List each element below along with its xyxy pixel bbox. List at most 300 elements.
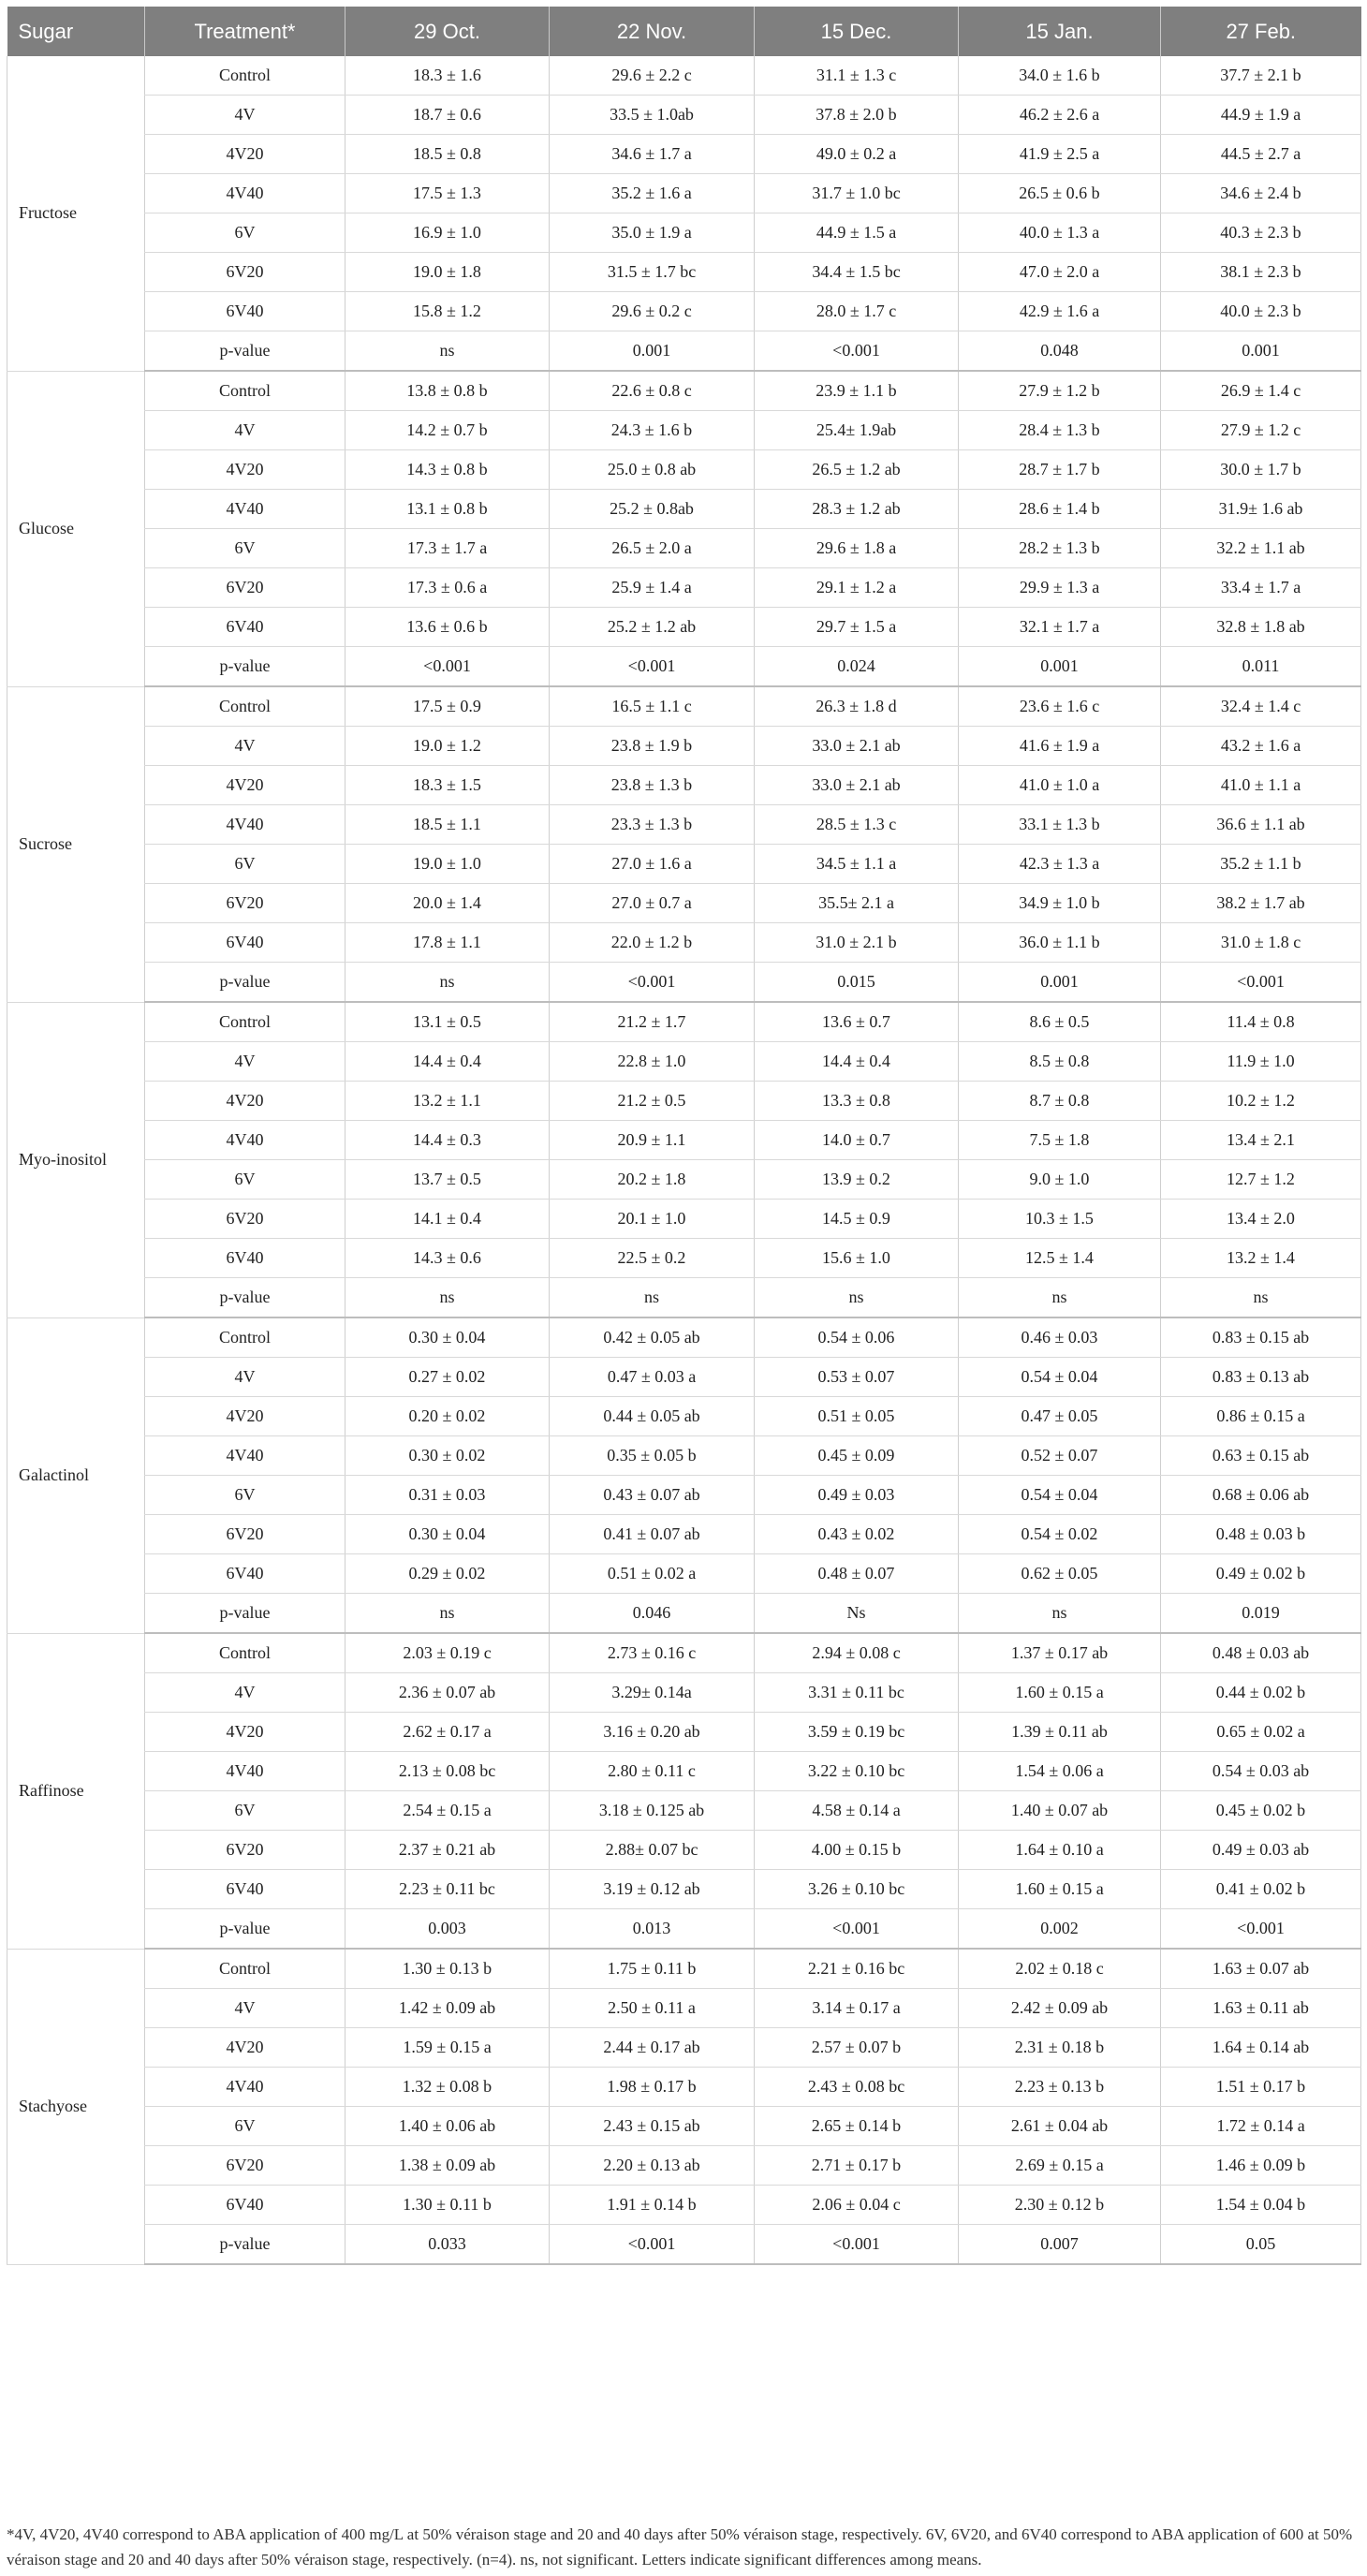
- value-cell: 18.3 ± 1.5: [345, 766, 550, 805]
- value-cell: 43.2 ± 1.6 a: [1161, 727, 1361, 766]
- value-cell: 18.7 ± 0.6: [345, 96, 550, 135]
- value-cell: 0.05: [1161, 2225, 1361, 2265]
- value-cell: 28.2 ± 1.3 b: [959, 529, 1161, 568]
- value-cell: 1.64 ± 0.10 a: [959, 1831, 1161, 1870]
- value-cell: 25.2 ± 0.8ab: [550, 490, 755, 529]
- treatment-cell: 4V20: [145, 2028, 345, 2068]
- value-cell: 28.7 ± 1.7 b: [959, 450, 1161, 490]
- value-cell: 0.54 ± 0.02: [959, 1515, 1161, 1554]
- value-cell: 36.0 ± 1.1 b: [959, 923, 1161, 963]
- value-cell: 0.001: [959, 963, 1161, 1003]
- value-cell: 2.37 ± 0.21 ab: [345, 1831, 550, 1870]
- p-value-row: [7, 1278, 1361, 1318]
- value-cell: 21.2 ± 1.7: [550, 1002, 755, 1042]
- value-cell: 2.88± 0.07 bc: [550, 1831, 755, 1870]
- value-cell: 30.0 ± 1.7 b: [1161, 450, 1361, 490]
- value-cell: 0.47 ± 0.03 a: [550, 1358, 755, 1397]
- sugar-name-cell: Fructose: [7, 56, 145, 371]
- table-row: [7, 2186, 1361, 2225]
- value-cell: 41.0 ± 1.1 a: [1161, 766, 1361, 805]
- header-sugar: Sugar: [7, 7, 145, 56]
- value-cell: 44.9 ± 1.5 a: [755, 213, 959, 253]
- value-cell: 2.57 ± 0.07 b: [755, 2028, 959, 2068]
- value-cell: 17.8 ± 1.1: [345, 923, 550, 963]
- value-cell: 22.8 ± 1.0: [550, 1042, 755, 1082]
- value-cell: <0.001: [1161, 1909, 1361, 1950]
- table-row: [7, 1082, 1361, 1121]
- value-cell: 27.9 ± 1.2 c: [1161, 411, 1361, 450]
- treatment-cell: 6V40: [145, 292, 345, 331]
- value-cell: 2.43 ± 0.08 bc: [755, 2068, 959, 2107]
- value-cell: 41.0 ± 1.0 a: [959, 766, 1161, 805]
- value-cell: 2.94 ± 0.08 c: [755, 1633, 959, 1673]
- value-cell: 0.45 ± 0.02 b: [1161, 1791, 1361, 1831]
- sugar-name-cell: Raffinose: [7, 1633, 145, 1949]
- table-row: [7, 1752, 1361, 1791]
- value-cell: 3.14 ± 0.17 a: [755, 1989, 959, 2028]
- value-cell: 0.54 ± 0.04: [959, 1358, 1161, 1397]
- value-cell: 35.2 ± 1.1 b: [1161, 845, 1361, 884]
- value-cell: ns: [550, 1278, 755, 1318]
- treatment-cell: 4V20: [145, 450, 345, 490]
- table-row: [7, 2068, 1361, 2107]
- table-row: [7, 568, 1361, 608]
- value-cell: 31.0 ± 1.8 c: [1161, 923, 1361, 963]
- treatment-cell: 6V: [145, 1476, 345, 1515]
- treatment-cell: 6V20: [145, 2146, 345, 2186]
- value-cell: 2.03 ± 0.19 c: [345, 1633, 550, 1673]
- value-cell: 0.001: [550, 331, 755, 372]
- value-cell: 47.0 ± 2.0 a: [959, 253, 1161, 292]
- table-row: [7, 727, 1361, 766]
- value-cell: 9.0 ± 1.0: [959, 1160, 1161, 1200]
- value-cell: 2.65 ± 0.14 b: [755, 2107, 959, 2146]
- value-cell: 34.9 ± 1.0 b: [959, 884, 1161, 923]
- value-cell: ns: [755, 1278, 959, 1318]
- value-cell: 8.5 ± 0.8: [959, 1042, 1161, 1082]
- table-row: [7, 1160, 1361, 1200]
- treatment-cell: p-value: [145, 331, 345, 372]
- treatment-cell: 4V40: [145, 1436, 345, 1476]
- value-cell: 29.6 ± 0.2 c: [550, 292, 755, 331]
- table-row: [7, 1239, 1361, 1278]
- value-cell: 13.4 ± 2.1: [1161, 1121, 1361, 1160]
- treatment-cell: 4V40: [145, 1752, 345, 1791]
- value-cell: 14.1 ± 0.4: [345, 1200, 550, 1239]
- table-body: [7, 56, 1361, 2264]
- value-cell: 34.4 ± 1.5 bc: [755, 253, 959, 292]
- treatment-cell: 6V: [145, 845, 345, 884]
- value-cell: 0.29 ± 0.02: [345, 1554, 550, 1594]
- value-cell: 42.3 ± 1.3 a: [959, 845, 1161, 884]
- treatment-cell: 6V: [145, 213, 345, 253]
- value-cell: 34.6 ± 1.7 a: [550, 135, 755, 174]
- value-cell: 23.8 ± 1.3 b: [550, 766, 755, 805]
- table-row: [7, 1515, 1361, 1554]
- value-cell: 23.9 ± 1.1 b: [755, 371, 959, 411]
- value-cell: 0.54 ± 0.03 ab: [1161, 1752, 1361, 1791]
- value-cell: 26.3 ± 1.8 d: [755, 686, 959, 727]
- value-cell: 2.73 ± 0.16 c: [550, 1633, 755, 1673]
- value-cell: 0.62 ± 0.05: [959, 1554, 1161, 1594]
- value-cell: 32.1 ± 1.7 a: [959, 608, 1161, 647]
- value-cell: ns: [1161, 1278, 1361, 1318]
- value-cell: 26.5 ± 1.2 ab: [755, 450, 959, 490]
- treatment-cell: 6V40: [145, 608, 345, 647]
- value-cell: 33.4 ± 1.7 a: [1161, 568, 1361, 608]
- value-cell: 1.32 ± 0.08 b: [345, 2068, 550, 2107]
- treatment-cell: Control: [145, 1002, 345, 1042]
- table-row: [7, 1791, 1361, 1831]
- value-cell: 38.1 ± 2.3 b: [1161, 253, 1361, 292]
- value-cell: 0.013: [550, 1909, 755, 1950]
- value-cell: 1.60 ± 0.15 a: [959, 1870, 1161, 1909]
- value-cell: 0.53 ± 0.07: [755, 1358, 959, 1397]
- value-cell: 26.9 ± 1.4 c: [1161, 371, 1361, 411]
- treatment-cell: 6V: [145, 2107, 345, 2146]
- value-cell: 0.63 ± 0.15 ab: [1161, 1436, 1361, 1476]
- value-cell: 1.63 ± 0.11 ab: [1161, 1989, 1361, 2028]
- value-cell: 24.3 ± 1.6 b: [550, 411, 755, 450]
- treatment-cell: 6V40: [145, 1239, 345, 1278]
- value-cell: 1.38 ± 0.09 ab: [345, 2146, 550, 2186]
- value-cell: 0.30 ± 0.02: [345, 1436, 550, 1476]
- value-cell: 0.003: [345, 1909, 550, 1950]
- value-cell: 2.36 ± 0.07 ab: [345, 1673, 550, 1713]
- table-row: [7, 1713, 1361, 1752]
- header-date-2: 22 Nov.: [550, 7, 755, 56]
- p-value-row: [7, 963, 1361, 1003]
- treatment-cell: 4V40: [145, 1121, 345, 1160]
- value-cell: 0.51 ± 0.02 a: [550, 1554, 755, 1594]
- treatment-cell: 6V20: [145, 1831, 345, 1870]
- value-cell: 33.5 ± 1.0ab: [550, 96, 755, 135]
- value-cell: 0.024: [755, 647, 959, 687]
- value-cell: 41.6 ± 1.9 a: [959, 727, 1161, 766]
- value-cell: 4.00 ± 0.15 b: [755, 1831, 959, 1870]
- value-cell: 11.4 ± 0.8: [1161, 1002, 1361, 1042]
- value-cell: 2.50 ± 0.11 a: [550, 1989, 755, 2028]
- value-cell: 0.015: [755, 963, 959, 1003]
- value-cell: 19.0 ± 1.0: [345, 845, 550, 884]
- value-cell: <0.001: [550, 963, 755, 1003]
- value-cell: 2.21 ± 0.16 bc: [755, 1949, 959, 1989]
- value-cell: 33.0 ± 2.1 ab: [755, 727, 959, 766]
- table-row: [7, 56, 1361, 96]
- value-cell: 0.48 ± 0.07: [755, 1554, 959, 1594]
- value-cell: 13.2 ± 1.1: [345, 1082, 550, 1121]
- value-cell: 2.13 ± 0.08 bc: [345, 1752, 550, 1791]
- table-row: [7, 490, 1361, 529]
- value-cell: 1.40 ± 0.06 ab: [345, 2107, 550, 2146]
- sugar-name-cell: Glucose: [7, 371, 145, 686]
- value-cell: 0.31 ± 0.03: [345, 1476, 550, 1515]
- value-cell: 20.1 ± 1.0: [550, 1200, 755, 1239]
- value-cell: 42.9 ± 1.6 a: [959, 292, 1161, 331]
- table-row: [7, 1200, 1361, 1239]
- treatment-cell: 4V40: [145, 2068, 345, 2107]
- treatment-cell: 4V40: [145, 490, 345, 529]
- table-row: [7, 529, 1361, 568]
- value-cell: 35.0 ± 1.9 a: [550, 213, 755, 253]
- value-cell: 1.63 ± 0.07 ab: [1161, 1949, 1361, 1989]
- value-cell: 0.49 ± 0.03: [755, 1476, 959, 1515]
- treatment-cell: 6V20: [145, 568, 345, 608]
- value-cell: <0.001: [550, 2225, 755, 2265]
- value-cell: 26.5 ± 0.6 b: [959, 174, 1161, 213]
- value-cell: 31.0 ± 2.1 b: [755, 923, 959, 963]
- treatment-cell: 4V: [145, 1673, 345, 1713]
- value-cell: 0.54 ± 0.06: [755, 1317, 959, 1358]
- table-row: [7, 2146, 1361, 2186]
- value-cell: 3.59 ± 0.19 bc: [755, 1713, 959, 1752]
- treatment-cell: 4V20: [145, 1713, 345, 1752]
- value-cell: 41.9 ± 2.5 a: [959, 135, 1161, 174]
- treatment-cell: 6V40: [145, 923, 345, 963]
- value-cell: 1.30 ± 0.11 b: [345, 2186, 550, 2225]
- value-cell: 20.2 ± 1.8: [550, 1160, 755, 1200]
- value-cell: 46.2 ± 2.6 a: [959, 96, 1161, 135]
- treatment-cell: Control: [145, 371, 345, 411]
- value-cell: 37.8 ± 2.0 b: [755, 96, 959, 135]
- table-row: [7, 923, 1361, 963]
- treatment-cell: p-value: [145, 1278, 345, 1318]
- value-cell: 0.046: [550, 1594, 755, 1634]
- value-cell: 0.41 ± 0.07 ab: [550, 1515, 755, 1554]
- table-row: [7, 450, 1361, 490]
- table-row: [7, 253, 1361, 292]
- value-cell: 16.9 ± 1.0: [345, 213, 550, 253]
- table-row: [7, 411, 1361, 450]
- treatment-cell: Control: [145, 1317, 345, 1358]
- value-cell: 1.30 ± 0.13 b: [345, 1949, 550, 1989]
- value-cell: 0.68 ± 0.06 ab: [1161, 1476, 1361, 1515]
- value-cell: 0.83 ± 0.15 ab: [1161, 1317, 1361, 1358]
- value-cell: 0.83 ± 0.13 ab: [1161, 1358, 1361, 1397]
- value-cell: 0.45 ± 0.09: [755, 1436, 959, 1476]
- value-cell: 2.23 ± 0.11 bc: [345, 1870, 550, 1909]
- table-row: [7, 1002, 1361, 1042]
- value-cell: 1.54 ± 0.06 a: [959, 1752, 1161, 1791]
- table-footnote: *4V, 4V20, 4V40 correspond to ABA application of 400 mg/L at 50% véraison stage and 20 and 40 days after 50% véraison stage, respectively. 6V, 6V20, and 6V40 correspond to ABA application of 600 at 50% véraison stage and 20 and 40 days after 50% véraison stage, respectively. (n=4). ns, not significant. Letters indicate significant differences among means.: [7, 2525, 1353, 2569]
- value-cell: 2.43 ± 0.15 ab: [550, 2107, 755, 2146]
- table-row: [7, 213, 1361, 253]
- value-cell: 0.048: [959, 331, 1161, 372]
- table-header-row: [7, 7, 1361, 56]
- value-cell: 20.0 ± 1.4: [345, 884, 550, 923]
- value-cell: 19.0 ± 1.2: [345, 727, 550, 766]
- treatment-cell: 4V: [145, 411, 345, 450]
- value-cell: 34.5 ± 1.1 a: [755, 845, 959, 884]
- header-date-5: 27 Feb.: [1161, 7, 1361, 56]
- value-cell: 0.42 ± 0.05 ab: [550, 1317, 755, 1358]
- value-cell: 28.4 ± 1.3 b: [959, 411, 1161, 450]
- treatment-cell: 4V20: [145, 135, 345, 174]
- treatment-cell: 4V20: [145, 1082, 345, 1121]
- value-cell: 33.1 ± 1.3 b: [959, 805, 1161, 845]
- value-cell: 3.18 ± 0.125 ab: [550, 1791, 755, 1831]
- value-cell: 0.44 ± 0.02 b: [1161, 1673, 1361, 1713]
- value-cell: <0.001: [1161, 963, 1361, 1003]
- value-cell: 3.26 ± 0.10 bc: [755, 1870, 959, 1909]
- sugar-name-cell: Sucrose: [7, 686, 145, 1002]
- value-cell: 15.6 ± 1.0: [755, 1239, 959, 1278]
- value-cell: 0.007: [959, 2225, 1161, 2265]
- table-row: [7, 1673, 1361, 1713]
- value-cell: 13.8 ± 0.8 b: [345, 371, 550, 411]
- value-cell: 23.8 ± 1.9 b: [550, 727, 755, 766]
- value-cell: <0.001: [755, 331, 959, 372]
- value-cell: 4.58 ± 0.14 a: [755, 1791, 959, 1831]
- p-value-row: [7, 1909, 1361, 1950]
- value-cell: 29.7 ± 1.5 a: [755, 608, 959, 647]
- value-cell: 14.4 ± 0.4: [345, 1042, 550, 1082]
- table-row: [7, 371, 1361, 411]
- value-cell: 0.30 ± 0.04: [345, 1515, 550, 1554]
- table-row: [7, 135, 1361, 174]
- value-cell: 7.5 ± 1.8: [959, 1121, 1161, 1160]
- value-cell: 0.41 ± 0.02 b: [1161, 1870, 1361, 1909]
- treatment-cell: 6V20: [145, 1200, 345, 1239]
- table-row: [7, 1436, 1361, 1476]
- p-value-row: [7, 331, 1361, 372]
- treatment-cell: Control: [145, 1633, 345, 1673]
- value-cell: 2.80 ± 0.11 c: [550, 1752, 755, 1791]
- p-value-row: [7, 1594, 1361, 1634]
- value-cell: 0.86 ± 0.15 a: [1161, 1397, 1361, 1436]
- table-row: [7, 1989, 1361, 2028]
- table-row: [7, 1554, 1361, 1594]
- value-cell: 23.3 ± 1.3 b: [550, 805, 755, 845]
- value-cell: 49.0 ± 0.2 a: [755, 135, 959, 174]
- treatment-cell: 6V20: [145, 1515, 345, 1554]
- value-cell: 0.35 ± 0.05 b: [550, 1436, 755, 1476]
- value-cell: 28.3 ± 1.2 ab: [755, 490, 959, 529]
- value-cell: 40.3 ± 2.3 b: [1161, 213, 1361, 253]
- value-cell: 13.2 ± 1.4: [1161, 1239, 1361, 1278]
- value-cell: 0.48 ± 0.03 b: [1161, 1515, 1361, 1554]
- table-row: [7, 1358, 1361, 1397]
- table-row: [7, 292, 1361, 331]
- treatment-cell: 4V: [145, 1042, 345, 1082]
- value-cell: 17.3 ± 1.7 a: [345, 529, 550, 568]
- value-cell: 13.6 ± 0.6 b: [345, 608, 550, 647]
- value-cell: 3.16 ± 0.20 ab: [550, 1713, 755, 1752]
- value-cell: 32.8 ± 1.8 ab: [1161, 608, 1361, 647]
- value-cell: 17.5 ± 0.9: [345, 686, 550, 727]
- treatment-cell: p-value: [145, 647, 345, 687]
- treatment-cell: 4V: [145, 727, 345, 766]
- header-date-4: 15 Jan.: [959, 7, 1161, 56]
- value-cell: 25.0 ± 0.8 ab: [550, 450, 755, 490]
- value-cell: 31.7 ± 1.0 bc: [755, 174, 959, 213]
- value-cell: 34.0 ± 1.6 b: [959, 56, 1161, 96]
- table-row: [7, 1633, 1361, 1673]
- value-cell: 17.5 ± 1.3: [345, 174, 550, 213]
- value-cell: 2.69 ± 0.15 a: [959, 2146, 1161, 2186]
- value-cell: 1.98 ± 0.17 b: [550, 2068, 755, 2107]
- value-cell: 0.49 ± 0.03 ab: [1161, 1831, 1361, 1870]
- treatment-cell: 6V40: [145, 1870, 345, 1909]
- value-cell: 32.4 ± 1.4 c: [1161, 686, 1361, 727]
- value-cell: 36.6 ± 1.1 ab: [1161, 805, 1361, 845]
- value-cell: Ns: [755, 1594, 959, 1634]
- value-cell: 2.44 ± 0.17 ab: [550, 2028, 755, 2068]
- value-cell: 13.1 ± 0.8 b: [345, 490, 550, 529]
- treatment-cell: 6V: [145, 529, 345, 568]
- value-cell: 35.5± 2.1 a: [755, 884, 959, 923]
- treatment-cell: p-value: [145, 2225, 345, 2265]
- value-cell: 0.65 ± 0.02 a: [1161, 1713, 1361, 1752]
- value-cell: 27.9 ± 1.2 b: [959, 371, 1161, 411]
- value-cell: <0.001: [345, 647, 550, 687]
- value-cell: 22.0 ± 1.2 b: [550, 923, 755, 963]
- value-cell: 27.0 ± 0.7 a: [550, 884, 755, 923]
- value-cell: 19.0 ± 1.8: [345, 253, 550, 292]
- value-cell: 28.0 ± 1.7 c: [755, 292, 959, 331]
- value-cell: 0.27 ± 0.02: [345, 1358, 550, 1397]
- value-cell: 0.002: [959, 1909, 1161, 1950]
- value-cell: 32.2 ± 1.1 ab: [1161, 529, 1361, 568]
- value-cell: 13.1 ± 0.5: [345, 1002, 550, 1042]
- value-cell: 0.43 ± 0.07 ab: [550, 1476, 755, 1515]
- treatment-cell: p-value: [145, 1909, 345, 1950]
- value-cell: 11.9 ± 1.0: [1161, 1042, 1361, 1082]
- value-cell: 18.3 ± 1.6: [345, 56, 550, 96]
- treatment-cell: 4V: [145, 1358, 345, 1397]
- value-cell: 26.5 ± 2.0 a: [550, 529, 755, 568]
- value-cell: 25.4± 1.9ab: [755, 411, 959, 450]
- value-cell: 12.7 ± 1.2: [1161, 1160, 1361, 1200]
- value-cell: 0.001: [1161, 331, 1361, 372]
- value-cell: 20.9 ± 1.1: [550, 1121, 755, 1160]
- value-cell: 2.20 ± 0.13 ab: [550, 2146, 755, 2186]
- table-row: [7, 1121, 1361, 1160]
- treatment-cell: 6V20: [145, 253, 345, 292]
- value-cell: 35.2 ± 1.6 a: [550, 174, 755, 213]
- table-row: [7, 1831, 1361, 1870]
- value-cell: 1.39 ± 0.11 ab: [959, 1713, 1161, 1752]
- value-cell: 3.29± 0.14a: [550, 1673, 755, 1713]
- table-row: [7, 1949, 1361, 1989]
- value-cell: 13.3 ± 0.8: [755, 1082, 959, 1121]
- value-cell: 37.7 ± 2.1 b: [1161, 56, 1361, 96]
- value-cell: 1.64 ± 0.14 ab: [1161, 2028, 1361, 2068]
- value-cell: 28.6 ± 1.4 b: [959, 490, 1161, 529]
- table-row: [7, 845, 1361, 884]
- value-cell: 0.51 ± 0.05: [755, 1397, 959, 1436]
- value-cell: 1.40 ± 0.07 ab: [959, 1791, 1161, 1831]
- treatment-cell: Control: [145, 1949, 345, 1989]
- value-cell: 2.61 ± 0.04 ab: [959, 2107, 1161, 2146]
- value-cell: 22.5 ± 0.2: [550, 1239, 755, 1278]
- table-row: [7, 805, 1361, 845]
- value-cell: 31.9± 1.6 ab: [1161, 490, 1361, 529]
- table-row: [7, 1397, 1361, 1436]
- value-cell: 1.72 ± 0.14 a: [1161, 2107, 1361, 2146]
- treatment-cell: 6V40: [145, 1554, 345, 1594]
- value-cell: 31.1 ± 1.3 c: [755, 56, 959, 96]
- value-cell: 29.6 ± 1.8 a: [755, 529, 959, 568]
- value-cell: 0.49 ± 0.02 b: [1161, 1554, 1361, 1594]
- value-cell: 8.6 ± 0.5: [959, 1002, 1161, 1042]
- value-cell: 1.91 ± 0.14 b: [550, 2186, 755, 2225]
- p-value-row: [7, 2225, 1361, 2265]
- treatment-cell: p-value: [145, 963, 345, 1003]
- value-cell: 3.31 ± 0.11 bc: [755, 1673, 959, 1713]
- treatment-cell: Control: [145, 686, 345, 727]
- treatment-cell: 4V: [145, 1989, 345, 2028]
